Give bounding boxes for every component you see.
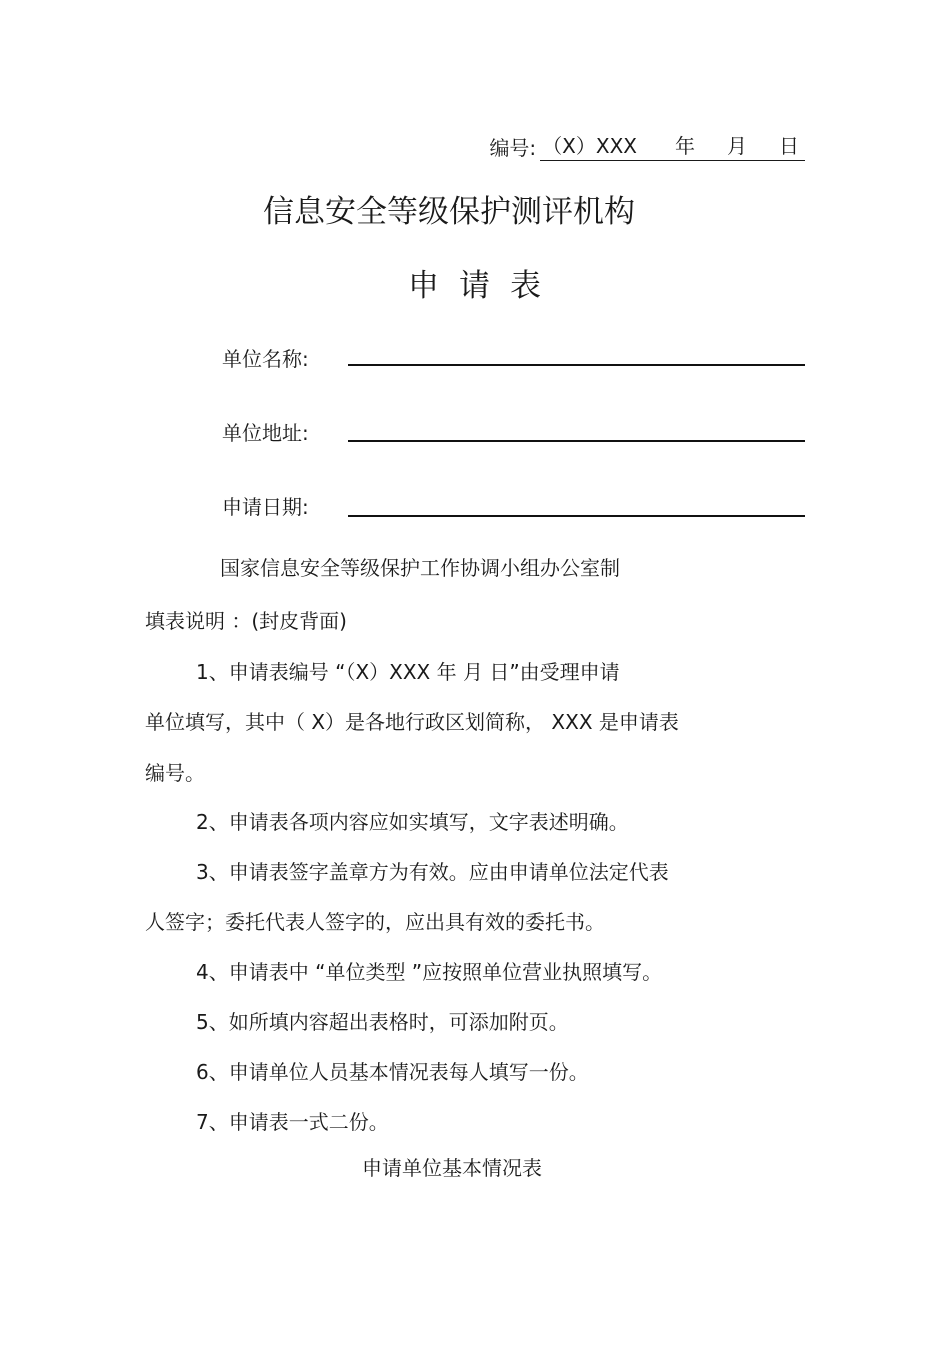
instruction-3-line-2: 人签字；委托代表人签字的，应出具有效的委托书。 (145, 910, 605, 934)
instruction-2: 2、申请表各项内容应如实填写，文字表述明确。 (196, 810, 629, 834)
instruction-6: 6、申请单位人员基本情况表每人填写一份。 (196, 1060, 589, 1084)
field-label-unit-name: 单位名称: (222, 347, 309, 371)
instructions-heading: 填表说明 ：(封皮背面) (145, 609, 347, 633)
next-section-title: 申请单位基本情况表 (362, 1156, 542, 1180)
serial-value (540, 130, 805, 161)
field-label-unit-address: 单位地址: (222, 421, 309, 445)
serial-number (489, 130, 805, 161)
serial-month: 月 (727, 134, 747, 158)
field-line-apply-date[interactable] (348, 515, 805, 517)
instruction-1-line-3: 编号。 (145, 761, 205, 785)
issuer-line: 国家信息安全等级保护工作协调小组办公室制 (220, 556, 620, 580)
serial-year: 年 (675, 134, 695, 158)
serial-code: （X）XXX (542, 134, 637, 158)
field-line-unit-address[interactable] (348, 440, 805, 442)
title-line-1: 信息安全等级保护测评机构 (263, 194, 635, 230)
document-subtitle: 申请表 (408, 268, 561, 304)
instruction-1-line-1: 1、申请表编号 “（X）XXX 年 月 日”由受理申请 (196, 660, 620, 684)
field-label-apply-date: 申请日期: (222, 495, 309, 519)
field-line-unit-name[interactable] (348, 364, 805, 366)
instruction-7: 7、申请表一式二份。 (196, 1110, 389, 1134)
instruction-4: 4、申请表中 “单位类型 ”应按照单位营业执照填写。 (196, 960, 663, 984)
serial-day: 日 (779, 134, 799, 158)
instruction-1-line-2: 单位填写，其中（ X）是各地行政区划简称， XXX 是申请表 (145, 710, 679, 734)
serial-label: 编号: (489, 136, 537, 160)
instruction-5: 5、如所填内容超出表格时，可添加附页。 (196, 1010, 569, 1034)
instruction-3-line-1: 3、申请表签字盖章方为有效。应由申请单位法定代表 (196, 860, 669, 884)
